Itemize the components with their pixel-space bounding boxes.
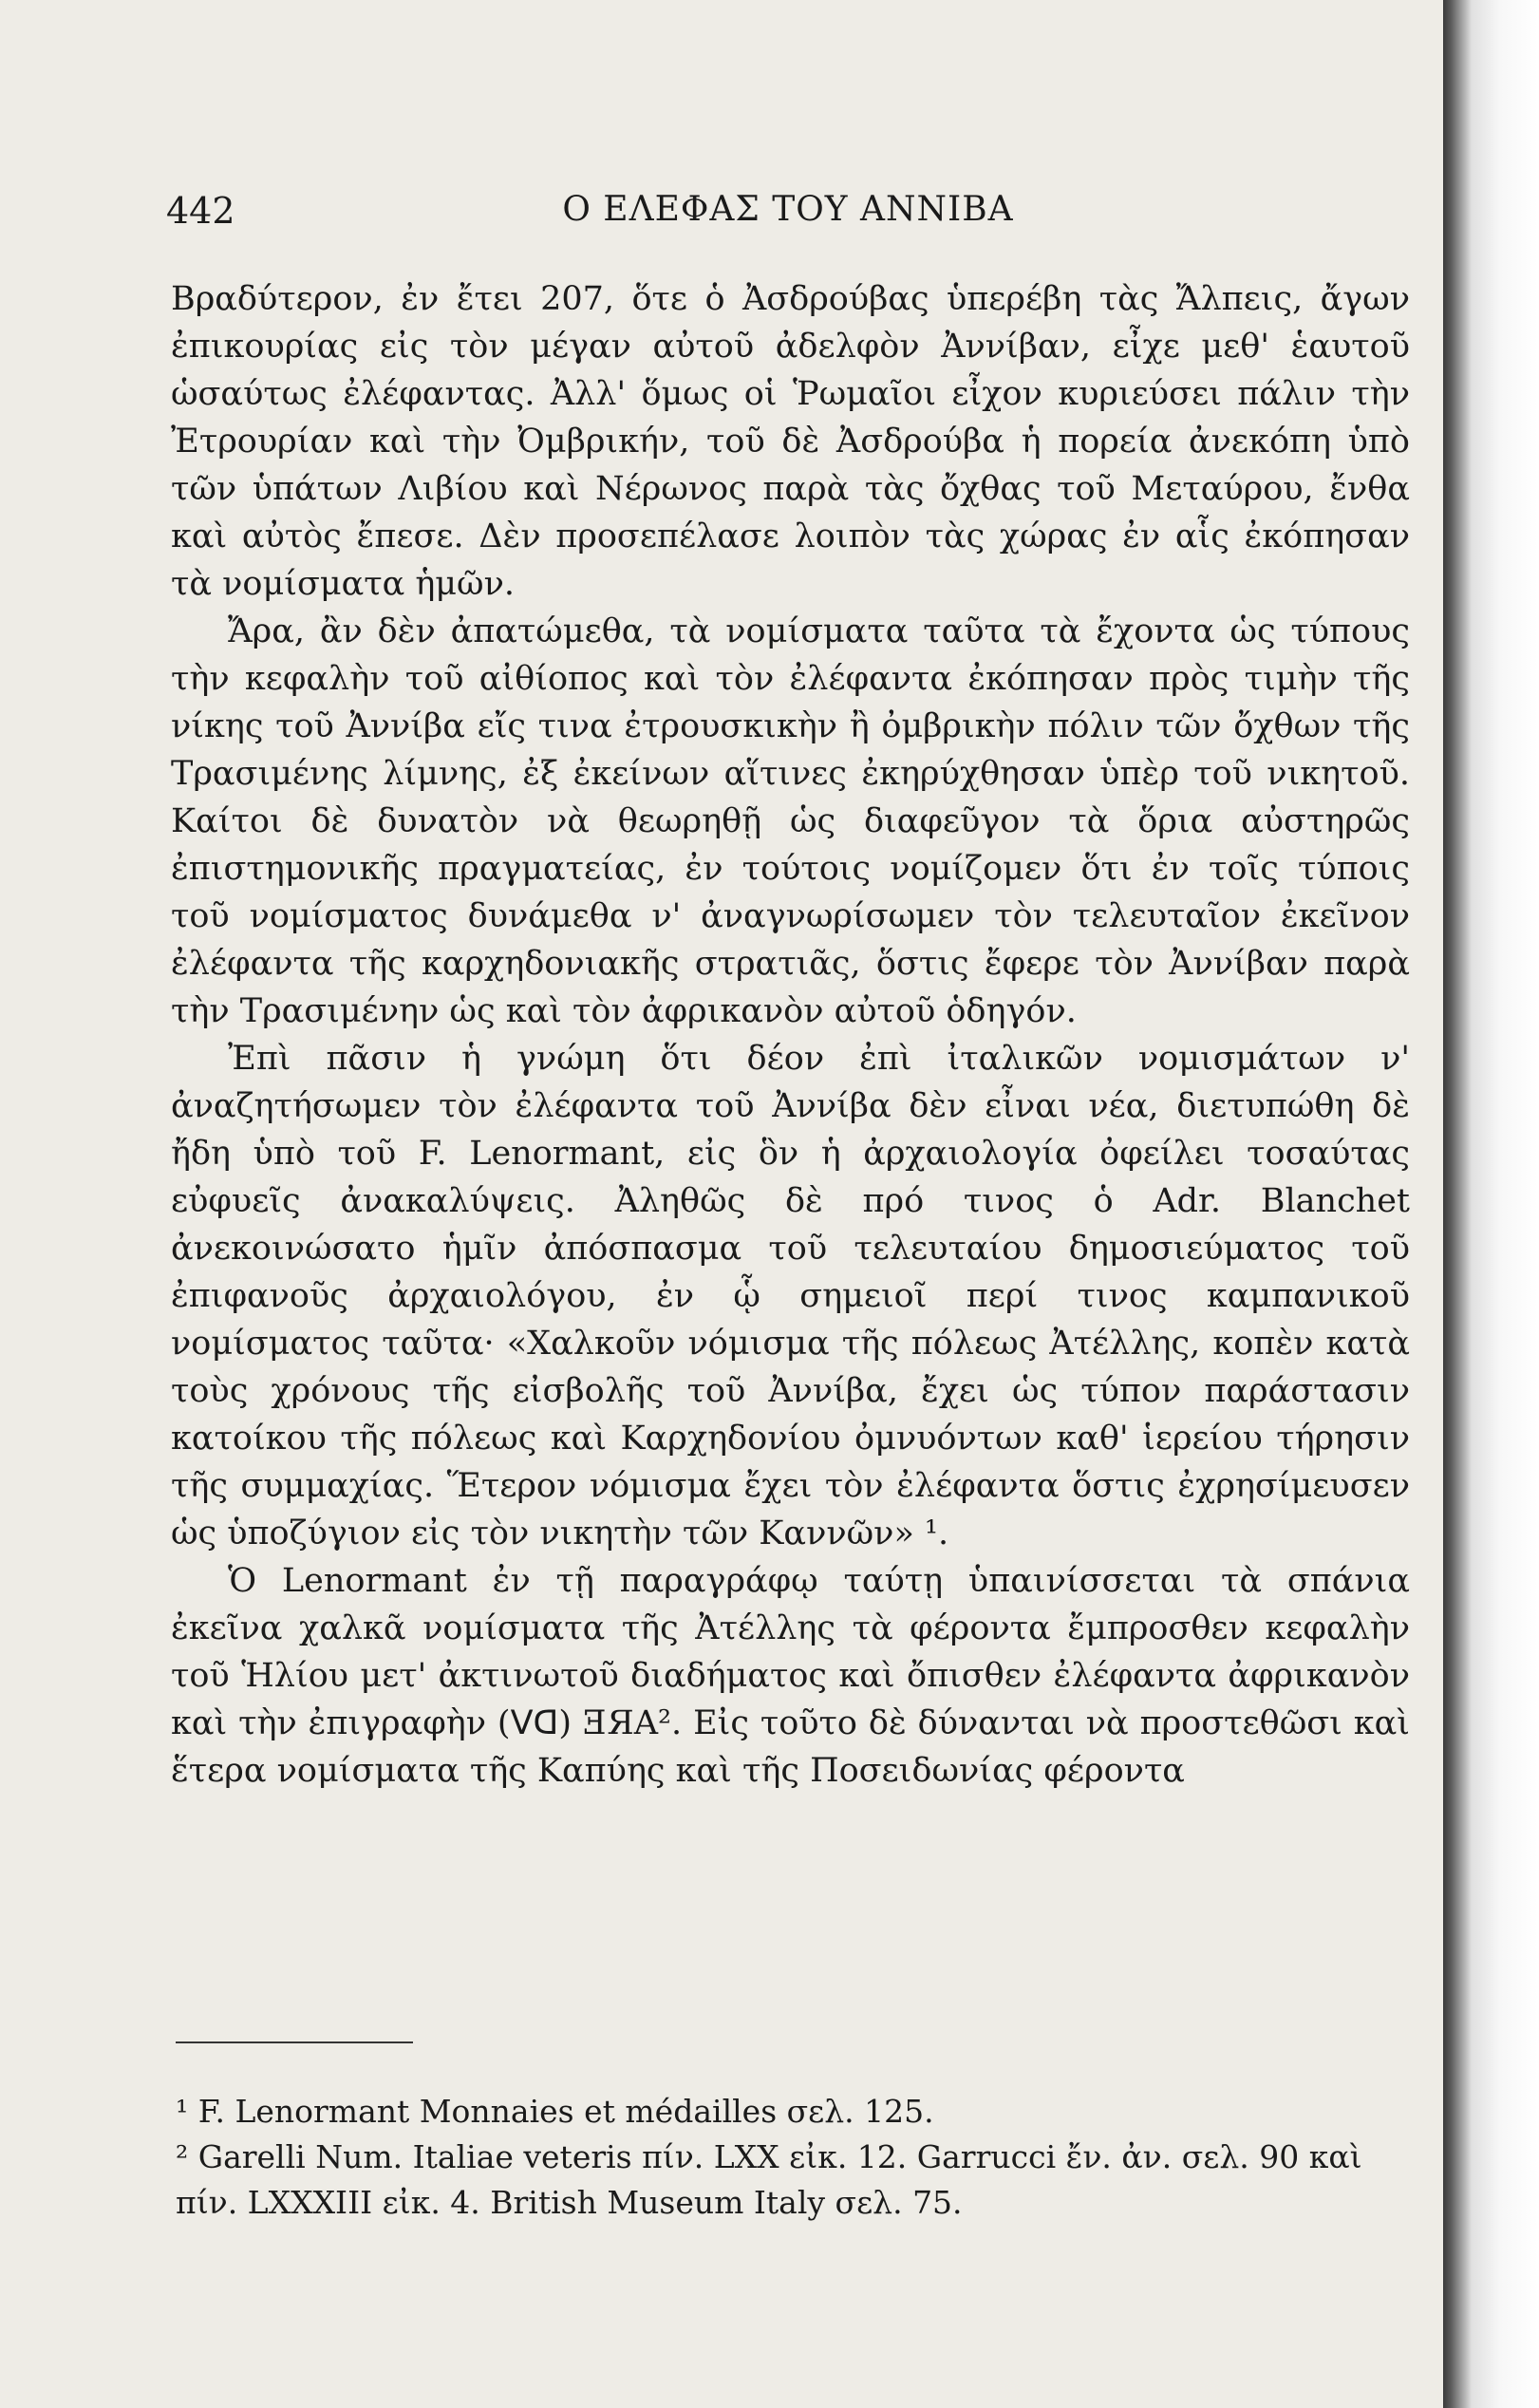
footnotes — [176, 2089, 1410, 2226]
paragraph: Ἄρα, ἂν δὲν ἀπατώμεθα, τὰ νομίσματα ταῦτα τὰ ἔχοντα ὡς τύπους τὴν κεφαλὴν τοῦ αἰθίοπος καὶ τὸν ἐλέφαντα ἐκόπησαν πρὸς τιμὴν τῆς νίκης τοῦ Ἀννίβα εἴς τινα ἐτρουσκικὴν ἢ ὀμβρικὴν πόλιν τῶν ὄχθων τῆς Τρασιμένης λίμνης, ἐξ ἐκείνων αἵτινες ἐκηρύχθησαν ὑπὲρ τοῦ νικητοῦ. Καίτοι δὲ δυνατὸν νὰ θεωρηθῇ ὡς διαφεῦγον τὰ ὅρια αὐστηρῶς ἐπιστημονικῆς πραγματείας, ἐν τούτοις νομίζομεν ὅτι ἐν τοῖς τύποις τοῦ νομίσματος δυνάμεθα ν' ἀναγνωρίσωμεν τὸν τελευταῖον ἐκεῖνον ἐλέφαντα τῆς καρχηδονιακῆς στρατιᾶς, ὅστις ἔφερε τὸν Ἀννίβαν παρὰ τὴν Τρασιμένην ὡς καὶ τὸν ἀφρικανὸν αὐτοῦ ὁδηγόν. — [171, 612, 1410, 1030]
footnote: ² Garelli Num. Italiae veteris πίν. LXX εἰκ. 12. Garrucci ἔν. ἀν. σελ. 90 καὶ πίν. LXXXIII εἰκ. 4. British Museum Italy σελ. 75. — [176, 2138, 1362, 2221]
page-number: 442 — [166, 190, 235, 232]
paragraph: Ἐπὶ πᾶσιν ἡ γνώμη ὅτι δέον ἐπὶ ἰταλικῶν νομισμάτων ν' ἀναζητήσωμεν τὸν ἐλέφαντα τοῦ Ἀννίβα δὲν εἶναι νέα, διετυπώθη δὲ ἤδη ὑπὸ τοῦ F. Lenormant, εἰς ὃν ἡ ἀρχαιολογία ὀφείλει τοσαύτας εὐφυεῖς ἀνακαλύψεις. Ἀληθῶς δὲ πρό τινος ὁ Adr. Blanchet ἀνεκοινώσατο ἡμῖν ἀπόσπασμα τοῦ τελευταίου δημοσιεύματος τοῦ ἐπιφανοῦς ἀρχαιολόγου, ἐν ᾧ σημειοῖ περί τινος καμπανικοῦ νομίσματος ταῦτα· «Χαλκοῦν νόμισμα τῆς πόλεως Ἀτέλλης, κοπὲν κατὰ τοὺς χρόνους τῆς εἰσβολῆς τοῦ Ἀννίβα, ἔχει ὡς τύπον παράστασιν κατοίκου τῆς πόλεως καὶ Καρχηδονίου ὀμνυόντων καθ' ἱερείου τήρησιν τῆς συμμαχίας. Ἕτερον νόμισμα ἔχει τὸν ἐλέφαντα ὅστις ἐχρησίμευσεν ὡς ὑποζύγιον εἰς τὸν νικητὴν τῶν Καννῶν» ¹. — [171, 1040, 1410, 1552]
paragraph: Βραδύτερον, ἐν ἔτει 207, ὅτε ὁ Ἀσδρούβας ὑπερέβη τὰς Ἄλπεις, ἄγων ἐπικουρίας εἰς τὸν μέγαν αὐτοῦ ἀδελφὸν Ἀννίβαν, εἶχε μεθ' ἑαυτοῦ ὡσαύτως ἐλέφαντας. Ἀλλ' ὅμως οἱ Ῥωμαῖοι εἶχον κυριεύσει πάλιν τὴν Ἐτρουρίαν καὶ τὴν Ὀμβρικήν, τοῦ δὲ Ἀσδρούβα ἡ πορεία ἀνεκόπη ὑπὸ τῶν ὑπάτων Λιβίου καὶ Νέρωνος παρὰ τὰς ὄχθας τοῦ Μεταύρου, ἔνθα καὶ αὐτὸς ἔπεσε. Δὲν προσεπέλασε λοιπὸν τὰς χώρας ἐν αἷς ἐκόπησαν τὰ νομίσματα ἡμῶν. — [171, 280, 1410, 603]
footnote-divider — [176, 2041, 413, 2043]
page-title: Ο ΕΛΕΦΑΣ ΤΟΥ ΑΝΝΙΒΑ — [562, 190, 1014, 229]
body-text — [171, 275, 1410, 1795]
paragraph: Ὁ Lenormant ἐν τῇ παραγράφῳ ταύτῃ ὑπαινίσσεται τὰ σπάνια ἐκεῖνα χαλκᾶ νομίσματα τῆς Ἀτέλλης τὰ φέροντα ἔμπροσθεν κεφαλὴν τοῦ Ἡλίου μετ' ἀκτινωτοῦ διαδήματος καὶ ὄπισθεν ἐλέφαντα ἀφρικανὸν καὶ τὴν ἐπιγραφὴν (ᐯᗡ) ƎЯA². Εἰς τοῦτο δὲ δύνανται νὰ προστεθῶσι καὶ ἕτερα νομίσματα τῆς Καπύης καὶ τῆς Ποσειδωνίας φέροντα — [171, 1562, 1410, 1790]
page-edge-shadow — [1443, 0, 1539, 2408]
footnote: ¹ F. Lenormant Monnaies et médailles σελ. 125. — [176, 2093, 934, 2130]
running-head — [166, 190, 1410, 247]
